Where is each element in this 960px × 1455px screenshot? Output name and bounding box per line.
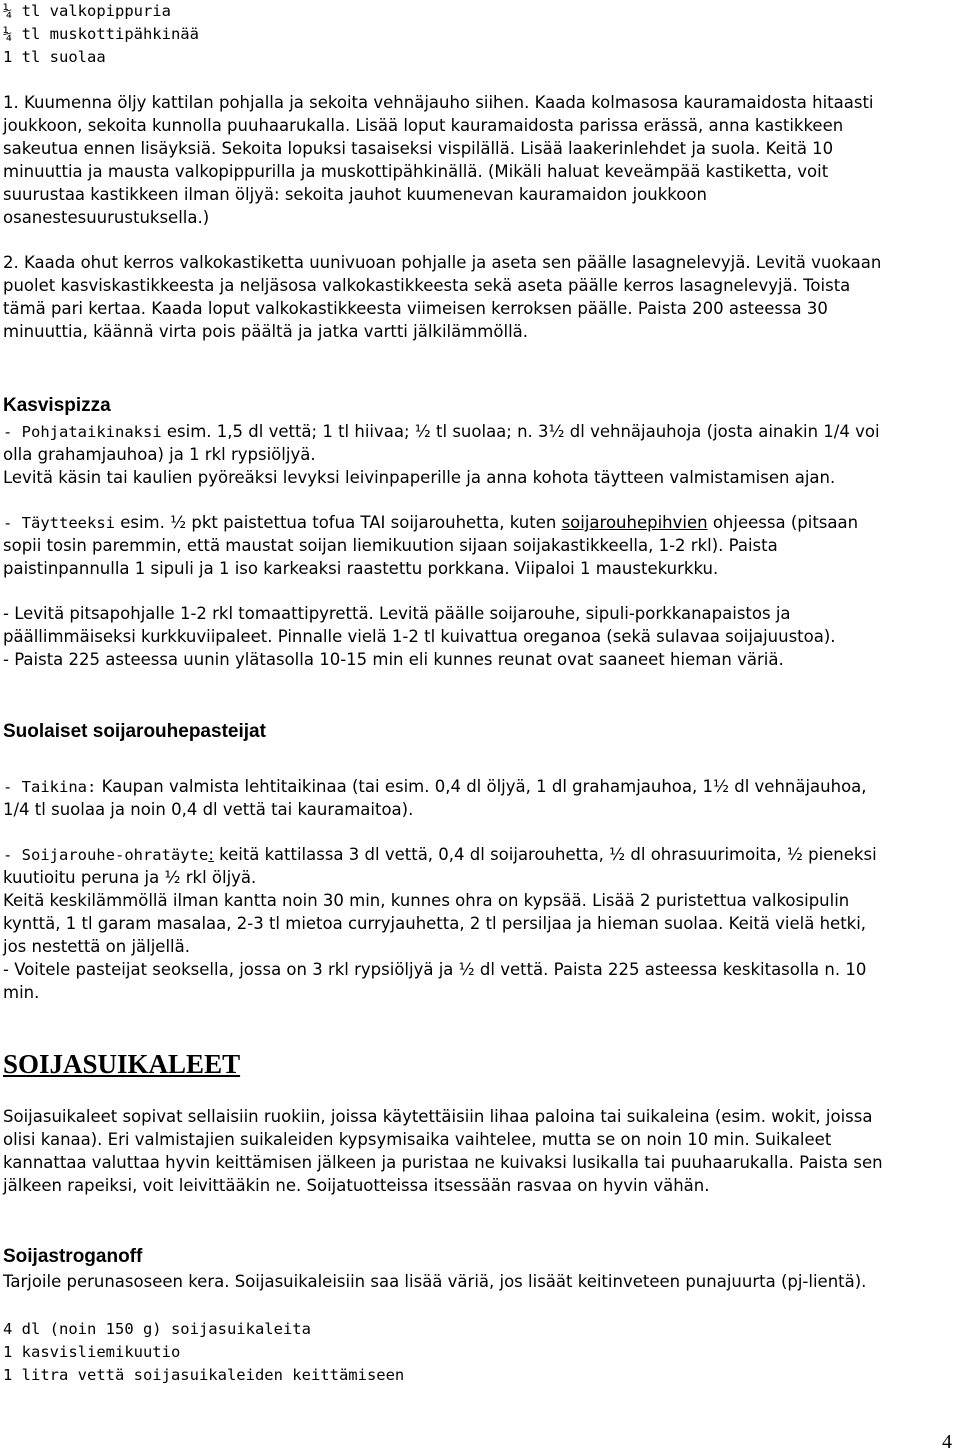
pastry-filling-line: jos nestettä on jäljellä. xyxy=(3,937,190,956)
ingredient-line: ¼ tl valkopippuria xyxy=(3,2,171,20)
pastry-filling-colon: : xyxy=(208,845,214,864)
section-heading-stroganoff: Soijastroganoff xyxy=(3,1246,143,1267)
step2-line: minuuttia, käännä virta pois päältä ja jatka vartti jälkilämmöllä. xyxy=(3,322,529,341)
pizza-assembly-line: - Paista 225 asteessa uunin ylätasolla 10-15 min eli kunnes reunat ovat saaneet hieman väriä. xyxy=(3,650,784,669)
soy-strips-line: jälkeen rapeiksi, voit leivittääkin ne. Soijatuotteissa itsessään rasvaa on hyvin vähän. xyxy=(3,1176,710,1195)
pastry-filling-line: - Voitele pasteijat seoksella, jossa on 3 rkl rypsiöljyä ja ½ dl vettä. Paista 225 asteessa keskitasolla n. 10 xyxy=(3,960,867,979)
ingredient-line: ¼ tl muskottipähkinää xyxy=(3,25,199,43)
pastry-dough-line xyxy=(3,775,867,799)
soijarouhepihvit-link[interactable]: soijarouhepihvien xyxy=(561,513,708,532)
stroganoff-intro: Tarjoile perunasoseen kera. Soijasuikaleisiin saa lisää väriä, jos lisäät keitinveteen punajuurta (pj-lientä). xyxy=(3,1272,867,1291)
pizza-base-label: - Pohjataikinaksi xyxy=(3,423,162,441)
pastry-filling-text: keitä kattilassa 3 dl vettä, 0,4 dl soijarouhetta, ½ dl ohrasuurimoita, ½ pieneksi xyxy=(213,845,877,864)
step1-line: osanestesuurustuksella.) xyxy=(3,208,210,227)
pastry-dough-text: Kaupan valmista lehtitaikinaa (tai esim. 0,4 dl öljyä, 1 dl grahamjauhoa, 1½ dl vehnäjauhoa, xyxy=(96,777,867,796)
pizza-topping-line: paistinpannulla 1 sipuli ja 1 iso karkeaksi raastettu porkkana. Viipaloi 1 maustekurkku. xyxy=(3,559,719,578)
pizza-assembly-line: - Levitä pitsapohjalle 1-2 rkl tomaattipyrettä. Levitä päälle soijarouhe, sipuli-porkkanapaistos ja xyxy=(3,604,791,623)
stroganoff-ingredient: 1 kasvisliemikuutio xyxy=(3,1343,181,1361)
pastry-filling-line: min. xyxy=(3,983,40,1002)
section-heading-pasteijat: Suolaiset soijarouhepasteijat xyxy=(3,721,266,742)
page-number: 4 xyxy=(942,1431,952,1453)
pizza-base-line xyxy=(3,420,880,444)
pizza-base-text: esim. 1,5 dl vettä; 1 tl hiivaa; ½ tl suolaa; n. 3½ dl vehnäjauhoja (josta ainakin 1/4 voi xyxy=(161,422,880,441)
pizza-topping-label: - Täytteeksi xyxy=(3,514,115,532)
step1-line: joukkoon, sekoita kunnolla puuhaarukalla. Lisää loput kauramaidosta parissa erässä, anna kastikkeen xyxy=(3,116,844,135)
pastry-filling-line: kuutioitu peruna ja ½ rkl öljyä. xyxy=(3,868,257,887)
stroganoff-ingredient: 1 litra vettä soijasuikaleiden keittämiseen xyxy=(3,1366,405,1384)
step1-line: suurustaa kastikkeen ilman öljyä: sekoita jauhot kuumenevan kauramaidon joukkoon xyxy=(3,185,707,204)
section-heading-kasvispizza: Kasvispizza xyxy=(3,395,111,416)
soy-strips-line: kannattaa valuttaa hyvin keittämisen jälkeen ja puristaa ne kuivaksi lusikalla tai puuhaarukalla. Paista sen xyxy=(3,1153,883,1172)
step2-line: tämä pari kertaa. Kaada loput valkokastikkeesta viimeisen kerroksen päälle. Paista 200 asteessa 30 xyxy=(3,299,828,318)
step1-line: sakeutua ennen lisäyksiä. Sekoita lopuksi tasaiseksi vispilällä. Lisää laakerinlehdet ja suola. Keitä 10 xyxy=(3,139,834,158)
pizza-topping-line: sopii tosin paremmin, että maustat soijan liemikuution sijaan soijakastikkeella, 1-2 rkl). Paista xyxy=(3,536,778,555)
pastry-dough-label: - Taikina: xyxy=(3,778,97,796)
pastry-filling-label: - Soijarouhe-ohratäyte xyxy=(3,846,209,864)
pizza-base-line: Levitä käsin tai kaulien pyöreäksi levyksi leivinpaperille ja anna kohota täytteen valmistamisen ajan. xyxy=(3,468,836,487)
pastry-filling-line xyxy=(3,843,877,867)
pizza-topping-text: esim. ½ pkt paistettua tofua TAI soijarouhetta, kuten xyxy=(114,513,562,532)
pizza-assembly-line: päällimmäiseksi kurkkuviipaleet. Pinnalle vielä 1-2 tl kuivattua oreganoa (sekä sulavaa soijajuustoa). xyxy=(3,627,836,646)
step2-line: puolet kasviskastikkeesta ja neljäsosa valkokastikkeesta sekä aseta päälle kerros lasagnelevyjä. Toista xyxy=(3,276,851,295)
soy-strips-line: Soijasuikaleet sopivat sellaisiin ruokiin, joissa käytettäisiin lihaa paloina tai suikaleina (esim. wokit, joissa xyxy=(3,1107,873,1126)
soy-strips-line: olisi kanaa). Eri valmistajien suikaleiden kypsymisaika vaihtelee, mutta se on noin 10 min. Suikaleet xyxy=(3,1130,832,1149)
step2-line: 2. Kaada ohut kerros valkokastiketta uunivuoan pohjalle ja aseta sen päälle lasagnelevyjä. Levitä vuokaan xyxy=(3,253,882,272)
step1-line: minuuttia ja mausta valkopippurilla ja muskottipähkinällä. (Mikäli haluat keveämpää kastiketta, voit xyxy=(3,162,829,181)
pizza-topping-text: ohjeessa (pitsaan xyxy=(707,513,859,532)
pizza-topping-line xyxy=(3,511,858,535)
step1-line: 1. Kuumenna öljy kattilan pohjalla ja sekoita vehnäjauho siihen. Kaada kolmasosa kauramaidosta hitaasti xyxy=(3,93,874,112)
pastry-dough-line: 1/4 tl suolaa ja noin 0,4 dl vettä tai kauramaitoa). xyxy=(3,800,414,819)
pastry-filling-line: kynttä, 1 tl garam masalaa, 2-3 tl mietoa curryjauhetta, 2 tl persiljaa ja hieman suolaa. Keitä vielä hetki, xyxy=(3,914,867,933)
pizza-base-line: olla grahamjauhoa) ja 1 rkl rypsiöljyä. xyxy=(3,445,316,464)
pastry-filling-line: Keitä keskilämmöllä ilman kantta noin 30 min, kunnes ohra on kypsää. Lisää 2 puristettua valkosipulin xyxy=(3,891,850,910)
section-heading-soijasuikaleet: SOIJASUIKALEET xyxy=(3,1049,241,1079)
stroganoff-ingredient: 4 dl (noin 150 g) soijasuikaleita xyxy=(3,1320,311,1338)
ingredient-line: 1 tl suolaa xyxy=(3,48,106,66)
